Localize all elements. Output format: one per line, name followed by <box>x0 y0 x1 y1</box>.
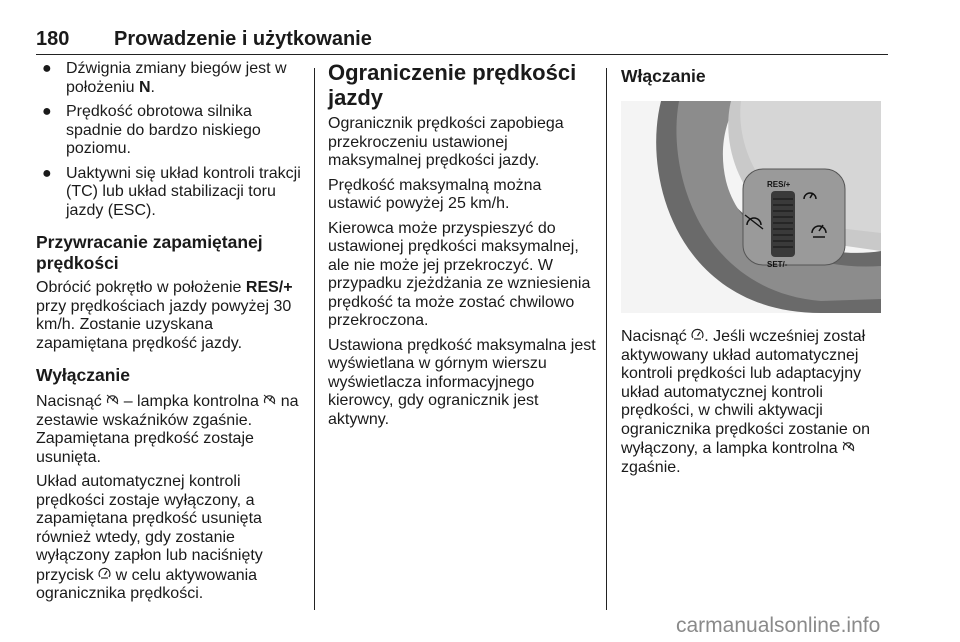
watermark: carmanualsonline.info <box>676 614 881 637</box>
paragraph: Prędkość maksymalną można ustawić powyżej 25 km/h. <box>328 176 542 212</box>
paragraph: Ustawiona prędkość maksymalna jest wyświetlana w górnym wierszu wyświetlacza informacyjnego kierowcy, gdy ogranicznik jest aktywny. <box>328 336 596 428</box>
column-divider <box>314 68 315 610</box>
cruise-cancel-icon <box>106 392 119 411</box>
speed-limiter-icon <box>98 566 111 585</box>
section-heading-limiter: Ograniczenie prędkości jazdy <box>328 60 577 110</box>
cruise-cancel-icon <box>842 439 855 458</box>
paragraph: Układ automatycznej kontroli prędkości zostaje wyłączony, a zapamiętana prędkość usunięta również wtedy, gdy zostanie wyłączony zapłon lub naciśnięty przycisk w celu aktywowania ogranicznika prędkości. <box>36 473 263 602</box>
paragraph: Nacisnąć – lampka kontrolna na zestawie wskaźników zgaśnie. Zapamiętana prędkość zostaje usunięta. <box>36 393 299 466</box>
paragraph: Ogranicznik prędkości zapobiega przekroczeniu ustawionej maksymalnej prędkości jazdy. <box>328 115 564 169</box>
list-item: ● Dźwignia zmiany biegów jest w położeniu N. <box>42 60 287 96</box>
set-minus-label: SET/- <box>767 260 788 269</box>
list-item: ● Uaktywni się układ kontroli trakcji (TC) lub układ stabilizacji toru jazdy (ESC). <box>42 164 301 219</box>
list-item: ● Prędkość obrotowa silnika spadnie do bardzo niskiego poziomu. <box>42 103 261 157</box>
steering-wheel-controls-image <box>621 101 881 313</box>
speed-limiter-icon <box>691 327 704 346</box>
column-1 <box>36 60 304 610</box>
paragraph: Obrócić pokrętło w położenie RES/+ przy prędkościach jazdy powyżej 30 km/h. Zostanie uzyskana zapamiętana prędkość jazdy. <box>36 279 293 352</box>
page-number: 180 <box>36 28 70 50</box>
column-divider <box>606 68 607 610</box>
section-heading-restore: Przywracanie zapamiętanej prędkości <box>36 232 263 273</box>
page-title: Prowadzenie i użytkowanie <box>114 28 372 50</box>
column-2 <box>328 60 596 435</box>
column-3 <box>621 60 889 483</box>
paragraph: Kierowca może przyspieszyć do ustawionej prędkości maksymalnej, ale nie może jej przekroczyć. W przypadku zjeżdżania ze wzniesienia prędkość ta może zostać chwilowo przekroczona. <box>328 219 591 329</box>
steering-wheel-illustration <box>621 101 881 313</box>
cruise-cancel-icon <box>263 392 276 411</box>
section-heading-off: Wyłączanie <box>36 365 131 385</box>
section-heading-on: Włączanie <box>621 66 706 86</box>
res-plus-label: RES/+ <box>767 180 791 189</box>
paragraph: Nacisnąć . Jeśli wcześniej został aktywowany układ automatycznej kontroli prędkości lub adaptacyjny układ automatycznej kontroli prędkości, w chwili aktywacji ogranicznika prędkości zostanie on wyłączony, a lampka kontrolna zgaśnie. <box>621 328 871 476</box>
page-header <box>36 28 888 55</box>
